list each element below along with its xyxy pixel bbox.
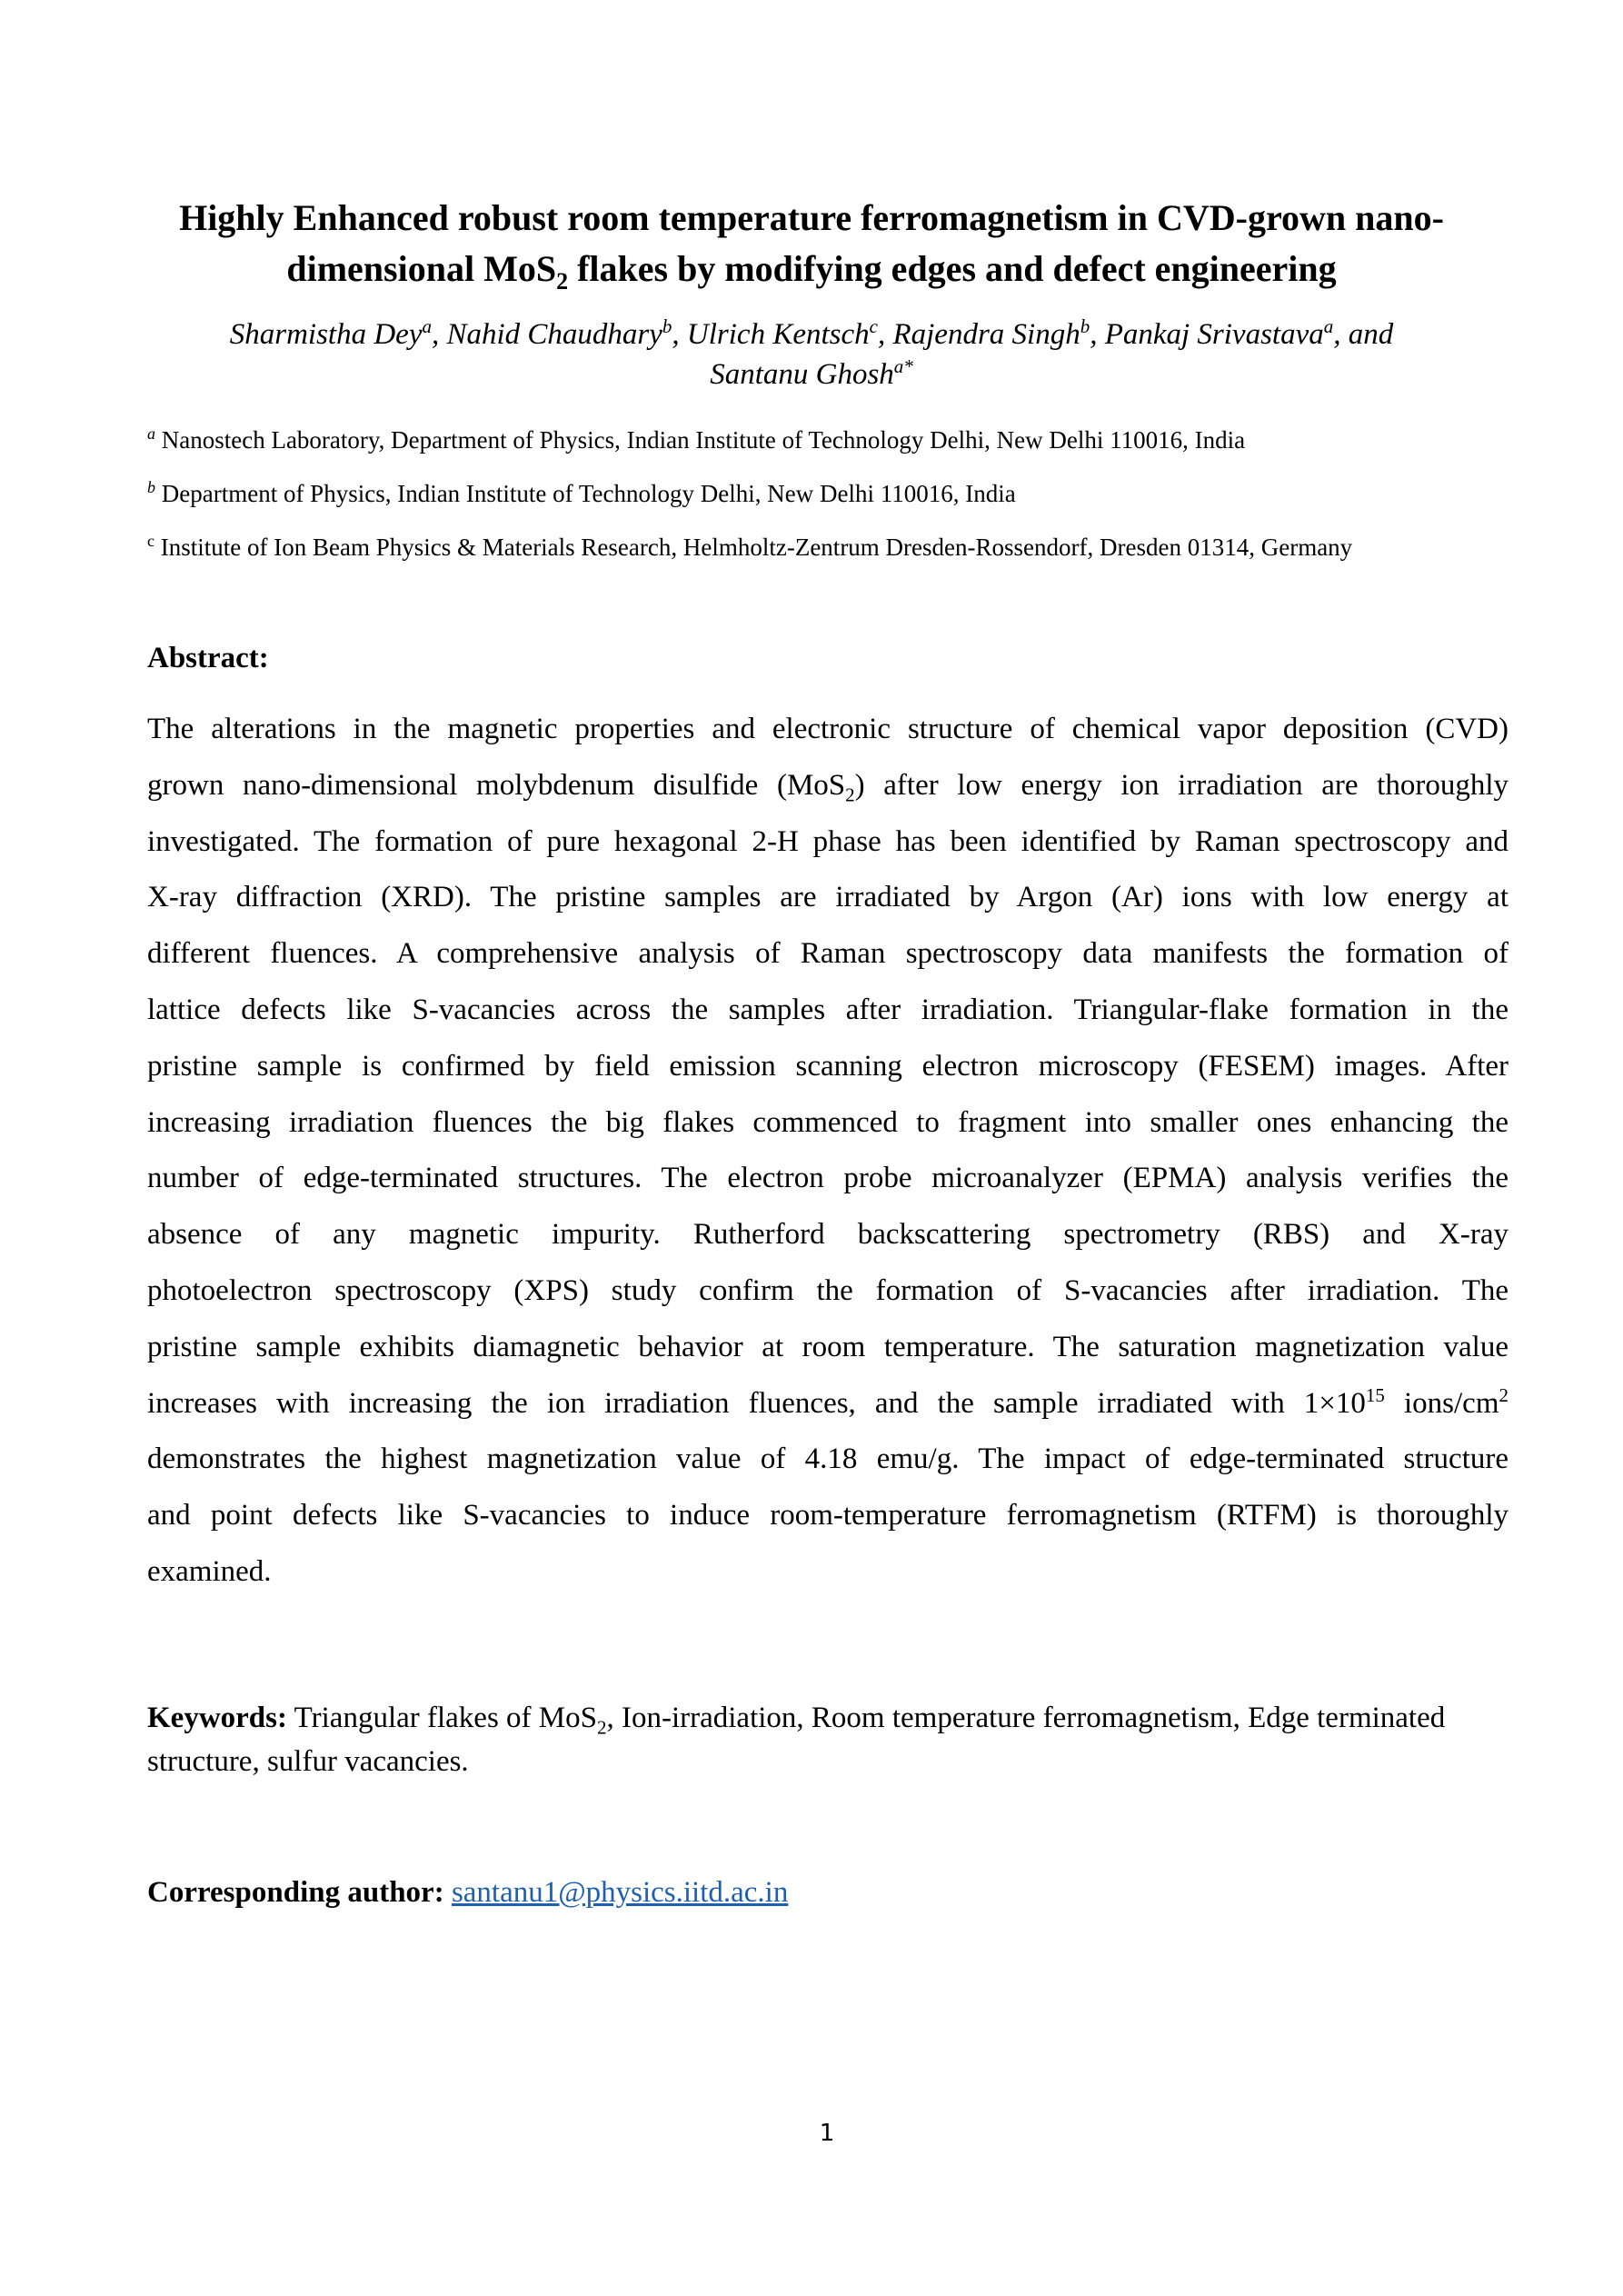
abstract-line: increases with increasing the ion irradiation fluences, and the sample irradiated with $1\times 10^{15}$ ions/$cm^2$ xyxy=(147,1383,1508,1420)
abstract-heading: Abstract: xyxy=(147,642,269,674)
title-line-1: Highly Enhanced robust room temperature ferromagnetism in CVD-grown nano- xyxy=(179,197,1444,238)
title-line-2-post: flakes by modifying edges and defect engineering xyxy=(568,248,1337,289)
abstract-line: demonstrates the highest magnetization value of 4.18 emu/g. The impact of edge-terminated structure xyxy=(147,1442,1508,1476)
abstract-line: photoelectron spectroscopy (XPS) study confirm the formation of S-vacancies after irradiation. The xyxy=(147,1273,1508,1307)
author: Rajendra Singh$^b$, xyxy=(892,315,1105,351)
abstract-line: The alterations in the magnetic properties and electronic structure of chemical vapor deposition (CVD) xyxy=(147,713,1508,745)
abstract-line: and point defects like S-vacancies to induce room-temperature ferromagnetism (RTFM) is thoroughly xyxy=(147,1499,1508,1532)
title-line-2-pre: dimensional MoS xyxy=(286,248,557,289)
abstract-line: increasing irradiation fluences the big flakes commenced to fragment into smaller ones enhancing the xyxy=(147,1105,1508,1139)
title-line-2 xyxy=(136,244,1487,294)
keywords: Keywords: Triangular flakes of MoS$_2$, Ion-irradiation, Room temperature ferromagnetism, Edge terminated structure, sulfur vacancies. xyxy=(147,1702,1446,1778)
author: Pankaj Srivastava$^a$, and xyxy=(1104,315,1394,351)
affiliation-a: $^a$ Nanostech Laboratory, Department of Physics, Indian Institute of Technology Delhi, New Delhi 110016, India xyxy=(147,424,1246,454)
abstract-line: number of edge-terminated structures. The electron probe microanalyzer (EPMA) analysis verifies the xyxy=(147,1162,1508,1195)
affiliation-b: $^b$ Department of Physics, Indian Institute of Technology Delhi, New Delhi 110016, India xyxy=(147,478,1016,507)
abstract-line: lattice defects like S-vacancies across the samples after irradiation. Triangular-flake formation in the xyxy=(147,993,1508,1026)
author: Ulrich Kentsch$^c$, xyxy=(686,315,893,351)
corresponding-author xyxy=(147,1871,788,1914)
abstract-line: investigated. The formation of pure hexagonal 2-H phase has been identified by Raman spectroscopy and xyxy=(147,824,1508,858)
paper-title xyxy=(136,193,1487,294)
author: Sharmistha Dey$^a$, xyxy=(229,315,447,351)
title-subscript: 2 xyxy=(556,268,569,294)
author: Nahid Chaudhary$^b$, xyxy=(446,315,687,351)
corresponding-author-label: Corresponding author: xyxy=(147,1876,444,1909)
abstract-line: X-ray diffraction (XRD). The pristine samples are irradiated by Argon (Ar) ions with low energy at xyxy=(147,881,1508,914)
abstract-line: pristine sample is confirmed by field emission scanning electron microscopy (FESEM) images. After xyxy=(147,1049,1508,1083)
abstract-line: absence of any magnetic impurity. Rutherford backscattering spectrometry (RBS) and X-ray xyxy=(147,1218,1508,1252)
abstract-line: grown nano-dimensional molybdenum disulfide (MoS$_2$) after low energy ion irradiation are thoroughly xyxy=(147,768,1508,806)
abstract-line: examined. xyxy=(147,1554,272,1588)
author: Santanu Ghosh$^{a*}$ xyxy=(710,355,913,391)
abstract-body xyxy=(147,702,1508,1601)
abstract-line: different fluences. A comprehensive analysis of Raman spectroscopy data manifests the formation of xyxy=(147,937,1508,971)
affiliation-c: $^c$ Institute of Ion Beam Physics & Materials Research, Helmholtz-Zentrum Dresden-Rossendorf, Dresden 01314, Germany xyxy=(147,532,1353,561)
keywords-label: Keywords: xyxy=(147,1702,287,1734)
abstract-line: pristine sample exhibits diamagnetic behavior at room temperature. The saturation magnetization value xyxy=(147,1330,1508,1363)
author-list xyxy=(136,314,1487,394)
corresponding-email-link[interactable]: santanu1@physics.iitd.ac.in xyxy=(451,1876,789,1909)
page-number: 1 xyxy=(819,2120,835,2147)
